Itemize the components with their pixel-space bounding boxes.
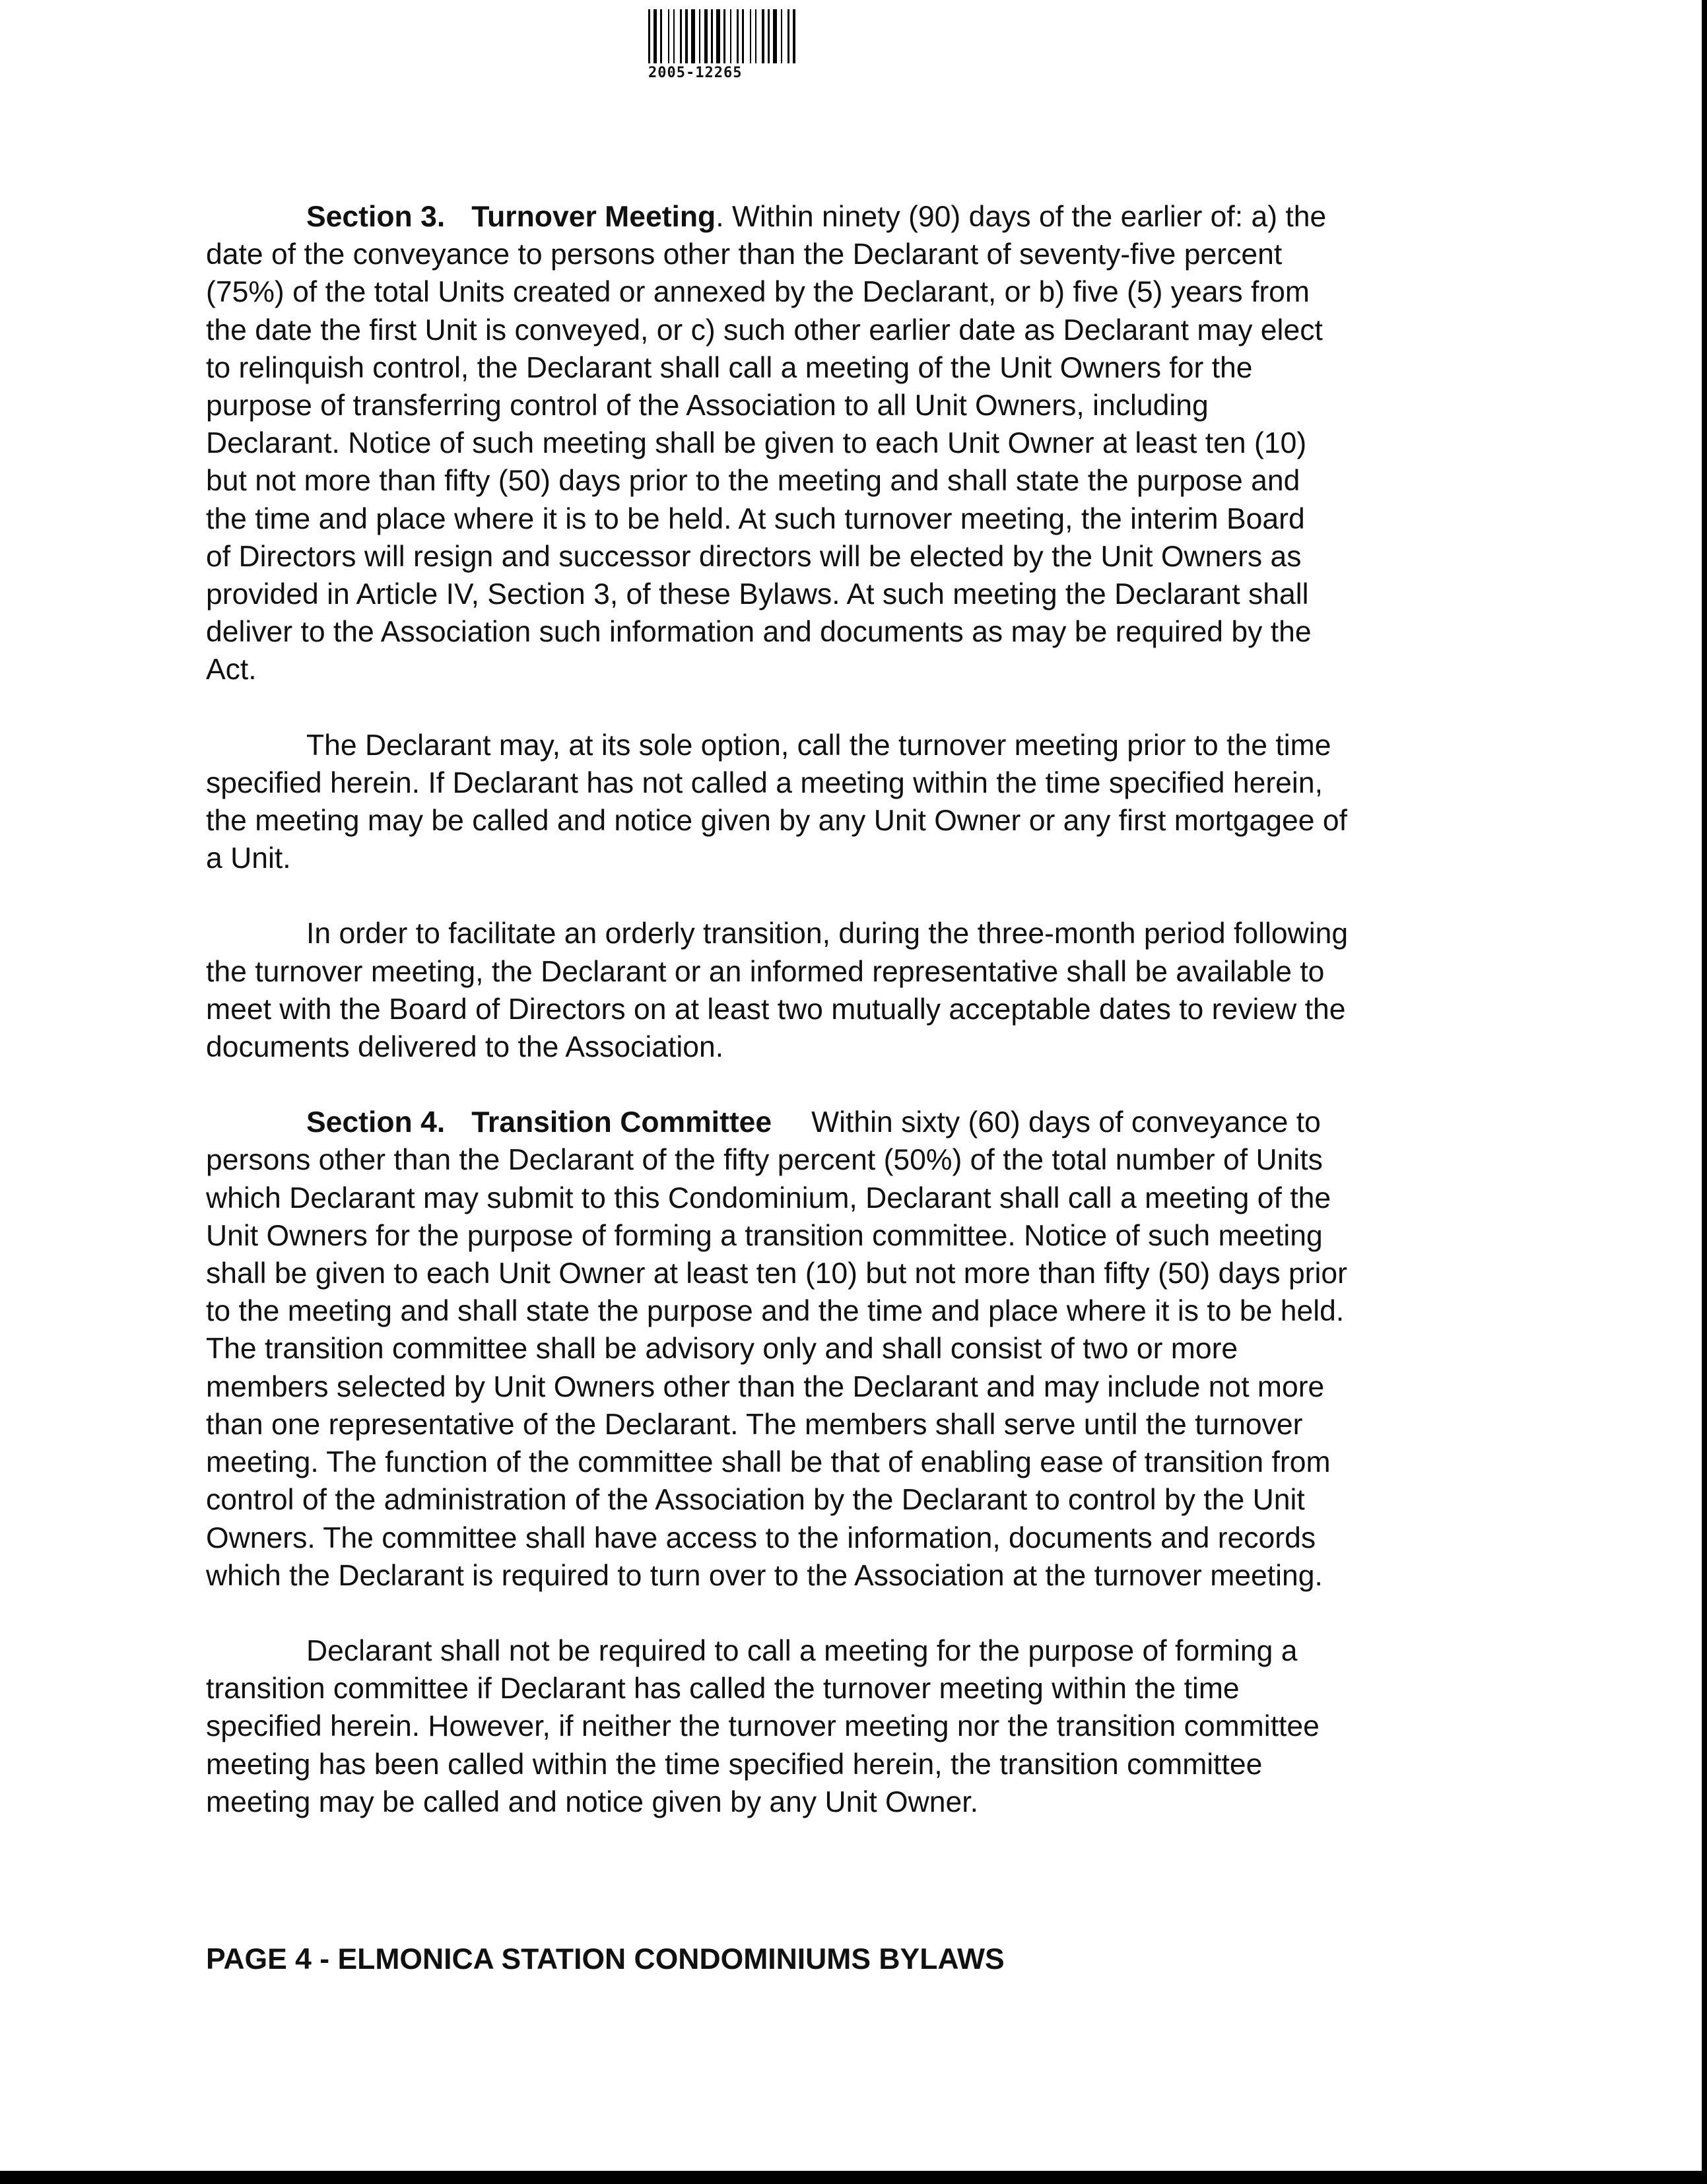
section-3-line: the date the first Unit is conveyed, or c) such other earlier date as Declarant may elect <box>206 314 1323 347</box>
section-3-line: of Directors will resign and successor directors will be elected by the Unit Owners as <box>206 540 1302 573</box>
section-4-line: members selected by Unit Owners other than the Declarant and may include not more <box>206 1370 1325 1403</box>
section-3-line: date of the conveyance to persons other than the Declarant of seventy-five percent <box>206 238 1283 271</box>
barcode-icon <box>648 9 952 63</box>
paragraph-line: the turnover meeting, the Declarant or an informed representative shall be available to <box>206 955 1325 988</box>
section-4-line: Unit Owners for the purpose of forming a transition committee. Notice of such meeting <box>206 1219 1323 1252</box>
section-3-line: (75%) of the total Units created or annexed by the Declarant, or b) five (5) years from <box>206 276 1310 309</box>
page-bottom-edge <box>0 2171 1707 2184</box>
paragraph-line: specified herein. If Declarant has not called a meeting within the time specified herein, <box>206 766 1323 799</box>
section-4-number: Section 4. <box>306 1106 446 1139</box>
section-4-line: shall be given to each Unit Owner at least ten (10) but not more than fifty (50) days prior <box>206 1257 1347 1290</box>
document-body <box>206 198 1504 1859</box>
section-4-first-line <box>206 1104 1504 1141</box>
paragraph-line: specified herein. However, if neither the turnover meeting nor the transition committee <box>206 1710 1320 1743</box>
section-4-paragraph-2 <box>206 1632 1504 1821</box>
paragraph-line: In order to facilitate an orderly transition, during the three-month period following <box>306 917 1349 950</box>
section-4-line: which the Declarant is required to turn over to the Association at the turnover meeting. <box>206 1559 1323 1592</box>
paragraph-line: Declarant shall not be required to call a meeting for the purpose of forming a <box>306 1634 1298 1667</box>
section-3-paragraph-3 <box>206 915 1504 1066</box>
section-3-line: but not more than fifty (50) days prior to the meeting and shall state the purpose and <box>206 465 1300 498</box>
section-4-line: meeting. The function of the committee shall be that of enabling ease of transition from <box>206 1446 1331 1479</box>
page-footer: PAGE 4 - ELMONICA STATION CONDOMINIUMS BYLAWS <box>206 1943 1005 1975</box>
section-4-line: than one representative of the Declarant. The members shall serve until the turnover <box>206 1408 1303 1441</box>
section-3-line: the time and place where it is to be held. At such turnover meeting, the interim Board <box>206 502 1305 535</box>
paragraph-line: a Unit. <box>206 842 291 875</box>
section-4-line: to the meeting and shall state the purpose and the time and place where it is to be held. <box>206 1295 1345 1328</box>
section-3-line: purpose of transferring control of the Association to all Unit Owners, including <box>206 389 1209 422</box>
section-4-line: which Declarant may submit to this Condominium, Declarant shall call a meeting of the <box>206 1181 1331 1214</box>
section-3-paragraph <box>206 198 1504 689</box>
document-barcode <box>648 9 952 81</box>
section-3-first-line <box>206 198 1504 236</box>
section-4-line: Owners. The committee shall have access to the information, documents and records <box>206 1521 1316 1554</box>
paragraph-line: The Declarant may, at its sole option, call the turnover meeting prior to the time <box>306 729 1331 762</box>
section-4-line: persons other than the Declarant of the fifty percent (50%) of the total number of Units <box>206 1144 1323 1177</box>
paragraph-line: the meeting may be called and notice given by any Unit Owner or any first mortgagee of <box>206 805 1348 838</box>
paragraph-line: meet with the Board of Directors on at least two mutually acceptable dates to review the <box>206 993 1346 1026</box>
page-right-edge <box>1702 0 1707 2184</box>
paragraph-line: meeting may be called and notice given by any Unit Owner. <box>206 1785 979 1818</box>
section-3-line: provided in Article IV, Section 3, of these Bylaws. At such meeting the Declarant shall <box>206 578 1309 611</box>
section-3-line: Act. <box>206 653 257 686</box>
section-3-line: Declarant. Notice of such meeting shall be given to each Unit Owner at least ten (10) <box>206 427 1307 460</box>
section-3-line: . Within ninety (90) days of the earlier of: a) the <box>716 201 1327 233</box>
section-3-line: to relinquish control, the Declarant shall call a meeting of the Unit Owners for the <box>206 351 1253 384</box>
section-4-paragraph <box>206 1104 1504 1595</box>
barcode-number: 2005-12265 <box>648 65 743 81</box>
paragraph-line: meeting has been called within the time specified herein, the transition committee <box>206 1748 1263 1781</box>
section-4-line: Within sixty (60) days of conveyance to <box>811 1106 1321 1139</box>
section-4-line: The transition committee shall be advisory only and shall consist of two or more <box>206 1333 1238 1366</box>
section-3-paragraph-2 <box>206 727 1504 878</box>
paragraph-line: transition committee if Declarant has called the turnover meeting within the time <box>206 1672 1240 1705</box>
section-4-title: Transition Committee <box>471 1106 772 1139</box>
section-3-title: Turnover Meeting <box>471 201 716 233</box>
section-3-number: Section 3. <box>306 201 446 233</box>
paragraph-line: documents delivered to the Association. <box>206 1031 724 1064</box>
section-4-line: control of the administration of the Association by the Declarant to control by the Unit <box>206 1484 1305 1517</box>
section-3-line: deliver to the Association such information and documents as may be required by the <box>206 616 1312 649</box>
